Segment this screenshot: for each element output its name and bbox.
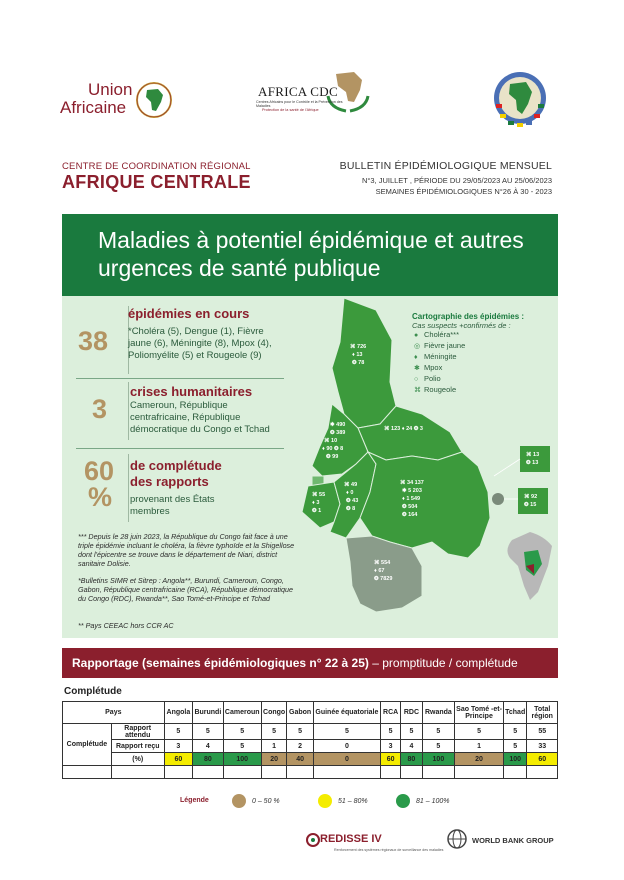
map-label-cameroun-measles: ❂ 389 (330, 430, 346, 436)
map-label-angola-cholera: ⌘ 554 (374, 560, 391, 566)
note-congo-epidemic: *** Depuis le 28 juin 2023, la République du Congo fait face à une triple épidémie incluant le choléra, la fièvre typhoïde et la Shigellose dont l'épicentre se trouve dans le département de Niari, district sanitaire Dolisie. (78, 532, 295, 568)
map-label-tchad-meningitis: ♦ 13 (352, 352, 363, 358)
map-label-gabon-cholera: ⌘ 55 (312, 492, 326, 498)
crises-heading: crises humanitaires (130, 384, 253, 399)
col-country: Congo (261, 702, 287, 724)
map-label-angola-measles: ❂ 7829 (374, 576, 393, 582)
map-label-rdc-meningitis: ♦ 1 549 (402, 496, 421, 502)
map-angola (346, 536, 422, 612)
map-label-cameroun-mpox: ✱ 490 (330, 422, 346, 428)
reporting-title: Rapportage (semaines épidémiologiques n° 22 à 25) – promptitude / complétude (72, 656, 518, 670)
crises-count: 3 (92, 394, 108, 424)
map-label-rdc-yf: ❂ 164 (402, 512, 418, 518)
col-country: Guinée équatoriale (313, 702, 380, 724)
col-country: RDC (401, 702, 422, 724)
note-sources: *Bulletins SIMR et Sitrep : Angola**, Burundi, Cameroun, Congo, Gabon, République centrafricaine (RCA), République démocratique du Congo (RDC), Rwanda**, Sao Tomé-et-Principe et Tchad (78, 576, 293, 603)
bulletin-period: N°3, JUILLET , PÉRIODE DU 29/05/2023 AU 25/06/2023 (361, 176, 552, 185)
map-legend-item: ⌘ Rougeole (414, 385, 457, 394)
epidemics-panel (62, 296, 558, 638)
map-label-rca: ⌘ 123 ♦ 24 ❂ 3 (384, 426, 423, 432)
col-country: Angola (164, 702, 192, 724)
africa-cdc-name: AFRICA CDC (258, 84, 338, 99)
cholera-icon: ● (414, 332, 419, 339)
au-logo-line2: Africaine (60, 98, 127, 117)
map-label-congo-meningitis: ♦ 0 (346, 490, 354, 496)
legend-dot-low (232, 794, 246, 808)
row-group-label: Complétude (63, 724, 112, 766)
redisse-icon (306, 832, 320, 848)
african-union-logo (60, 80, 170, 120)
centre-label: CENTRE DE COORDINATION RÉGIONAL (62, 161, 251, 172)
epidemics-count: 38 (78, 326, 109, 356)
world-bank-globe-icon (446, 828, 468, 850)
reporting-table (62, 701, 558, 779)
map-label-gabon-meningitis: ♦ 3 (312, 500, 320, 506)
map-label-rdc-mpox: ✱ 5 203 (402, 488, 422, 494)
table-row: Complétude Rapport attendu 5 5 5 5 5 5 5 5 5 5 5 55 (63, 724, 558, 740)
col-pays: Pays (63, 702, 165, 724)
col-country: Gabon (287, 702, 313, 724)
map-label-gabon-measles: ❂ 1 (312, 508, 322, 514)
map-label-cameroun-yf: ❂ 99 (326, 454, 339, 460)
reporting-banner (62, 648, 558, 678)
map-label-rwanda-measles: ❂ 13 (526, 460, 539, 466)
banner-title: Maladies à potentiel épidémique et autres urgences de santé publique (98, 227, 524, 281)
map-label-burundi-cholera: ⌘ 92 (524, 494, 538, 500)
table-row-empty (63, 766, 558, 779)
legend-dot-high (396, 794, 410, 808)
map-label-congo-cholera: ⌘ 49 (344, 482, 358, 488)
map-legend-item: ♦ Méningite (414, 352, 457, 361)
au-emblem-icon (134, 80, 174, 120)
map-legend (412, 312, 552, 396)
section-banner (62, 214, 558, 296)
col-total: Total région (527, 702, 558, 724)
map-label-congo-measles: ❂ 43 (346, 498, 359, 504)
map-label-tchad-measles: ❂ 78 (352, 360, 365, 366)
map-label-angola-meningitis: ♦ 67 (374, 568, 385, 574)
map-label-congo-yf: ❂ 8 (346, 506, 356, 512)
map-label-rdc-measles: ❂ 504 (402, 504, 418, 510)
polio-icon: ○ (414, 376, 419, 383)
africa-cdc-tagline: Protection de la santé de l'Afrique (262, 108, 319, 112)
legend-label: Légende (180, 797, 209, 804)
completude-source: provenant des États membres (130, 494, 215, 517)
col-country: Cameroun (223, 702, 261, 724)
col-country: Burundi (193, 702, 223, 724)
row-label: Rapport reçu (111, 740, 164, 753)
col-country: RCA (380, 702, 400, 724)
africa-cdc-subtitle: Centres Africains pour le Contrôle et la Prévention des Maladies (256, 100, 343, 108)
africa-cdc-logo (250, 66, 400, 126)
map-label-burundi-measles: ❂ 15 (524, 502, 537, 508)
measles-icon: ⌘ (414, 387, 421, 394)
africa-inset-map (507, 532, 552, 600)
map-burundi-box (518, 488, 548, 514)
completude-heading: de complétude des rapports (130, 458, 222, 489)
ceeac-logo (490, 66, 550, 135)
map-legend-subtitle: Cas suspects +confirmés de : (412, 321, 511, 330)
redisse-logo-text: REDISSE IV (320, 833, 382, 845)
completude-section-label: Complétude (64, 686, 122, 697)
table-row: Rapport reçu 3 4 5 1 2 0 3 4 5 1 5 33 (63, 740, 558, 753)
mpox-icon: ✱ (414, 365, 420, 372)
bulletin-weeks: SEMAINES ÉPIDÉMIOLOGIQUES N°26 À 30 - 2023 (375, 187, 552, 196)
meningitis-icon: ♦ (414, 354, 418, 361)
map-label-cameroun-cholera: ⌘ 10 (324, 438, 338, 444)
col-country: Tchad (503, 702, 526, 724)
epidemics-list: *Choléra (5), Dengue (1), Fièvre jaune (6), Méningite (8), Mpox (4), Poliomyélite (5) et Rougeole (9) (128, 326, 272, 361)
yellow-fever-icon: ◎ (414, 343, 421, 350)
ceeac-emblem-icon (490, 66, 550, 130)
map-rwanda-box (520, 446, 550, 472)
completude-unit: % (88, 482, 113, 512)
crises-list: Cameroun, République centrafricaine, République démocratique du Congo et Tchad (130, 400, 270, 435)
map-legend-item: ○ Polio (414, 374, 441, 383)
map-label-cameroun-meningitis: ♦ 90 ❂ 8 (322, 446, 344, 452)
map-legend-item: ✱ Mpox (414, 363, 443, 372)
map-label-tchad-cholera: ⌘ 726 (350, 344, 367, 350)
row-label: (%) (111, 753, 164, 766)
col-country: Sao Tomé -et-Principe (455, 702, 504, 724)
legend-text-mid: 51 – 80% (338, 798, 368, 805)
map-burundi-dot (492, 493, 504, 505)
legend-text-high: 81 – 100% (416, 798, 450, 805)
map-label-rwanda-cholera: ⌘ 13 (526, 452, 540, 458)
au-logo-line1: Union (88, 80, 133, 99)
map-legend-title: Cartographie des épidémies : (412, 312, 525, 321)
note-non-ccr: ** Pays CEEAC hors CCR AC (78, 621, 174, 630)
map-legend-item: ● Choléra*** (414, 330, 460, 339)
map-legend-item: ◎ Fièvre jaune (414, 341, 466, 350)
table-header-row (63, 702, 558, 724)
row-label: Rapport attendu (111, 724, 164, 740)
centre-title: AFRIQUE CENTRALE (62, 172, 251, 192)
table-row-percent: (%) 60 80 100 20 40 0 60 80 100 20 100 60 (63, 753, 558, 766)
legend-text-low: 0 – 50 % (252, 798, 280, 805)
epidemics-heading: épidémies en cours (128, 306, 250, 321)
completude-value: 60 (84, 456, 115, 486)
legend-dot-mid (318, 794, 332, 808)
world-bank-logo-text: WORLD BANK GROUP (472, 836, 554, 845)
redisse-logo-subtitle: Renforcement des systèmes régionaux de surveillance des maladies (334, 848, 444, 852)
map-label-rdc-cholera: ⌘ 34 137 (400, 480, 424, 486)
bulletin-title: BULLETIN ÉPIDÉMIOLOGIQUE MENSUEL (339, 160, 552, 172)
col-country: Rwanda (422, 702, 455, 724)
